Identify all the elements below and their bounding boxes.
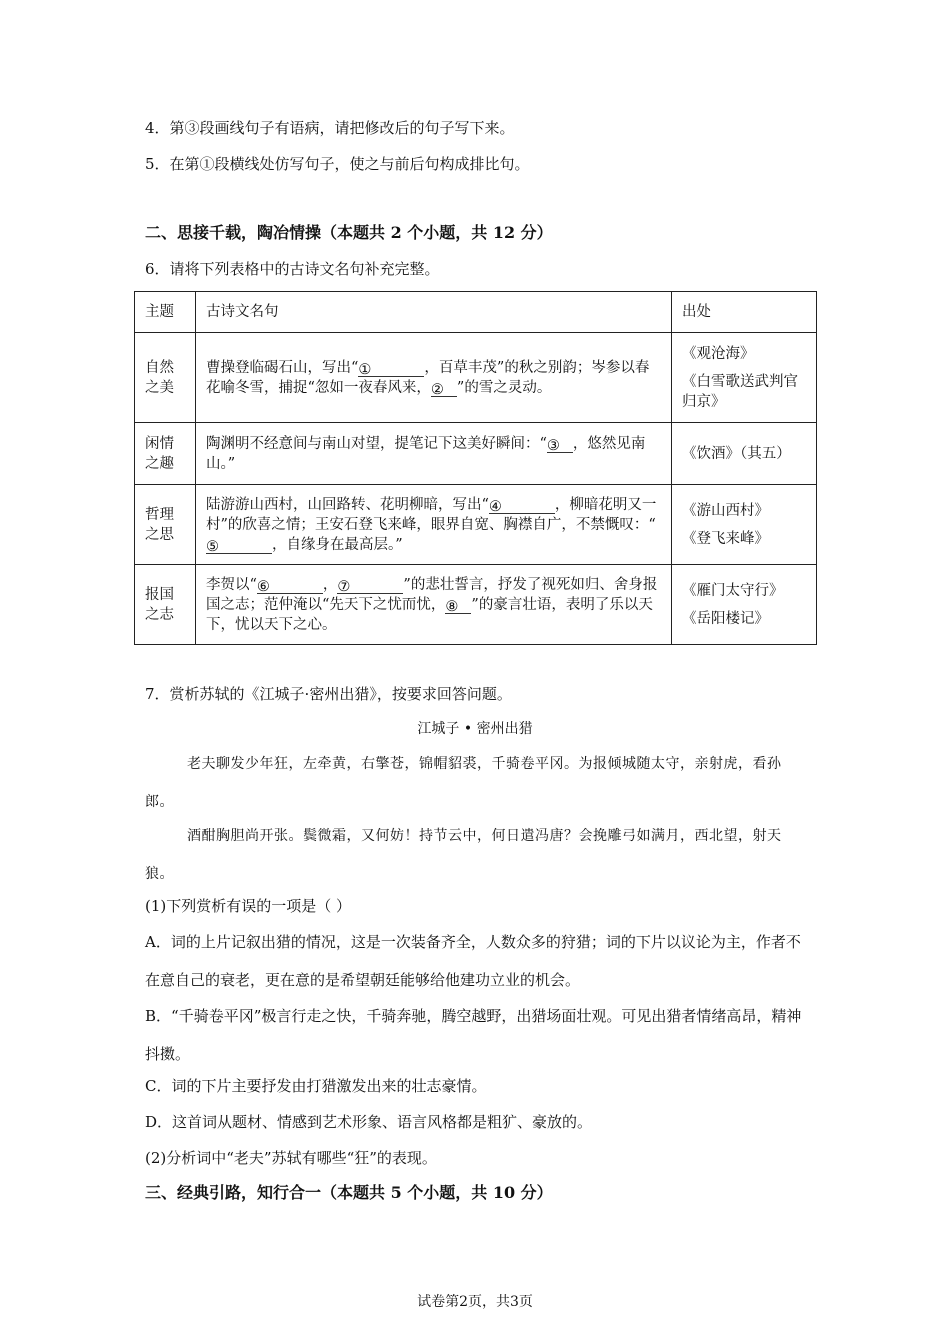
quote-text: ，: [322, 576, 338, 593]
row-quote: [196, 565, 672, 645]
fill-blank[interactable]: [547, 436, 573, 453]
header-source: 出处: [672, 292, 817, 333]
fill-blank[interactable]: [445, 597, 471, 614]
row-source: [672, 565, 817, 645]
question-4: 4．第③段画线句子有语病，请把修改后的句子写下来。: [145, 119, 515, 137]
source-title: 《雁门太守行》: [682, 582, 784, 599]
poem-text: 老夫聊发少年狂，左牵黄，右擎苍，锦帽貂裘，千骑卷平冈。为报倾城随太守，亲射虎，看孙郎。: [145, 756, 782, 810]
row-theme: 报国之志: [135, 565, 196, 645]
question-7: 7．赏析苏轼的《江城子·密州出猎》，按要求回答问题。: [145, 685, 512, 703]
question-7-1: (1)下列赏析有误的一项是（ ）: [145, 897, 352, 915]
question-5: 5．在第①段横线处仿写句子，使之与前后句构成排比句。: [145, 155, 530, 173]
blank-number: ③: [546, 437, 560, 454]
table-row: [135, 333, 817, 423]
source-title: 《观沧海》: [682, 345, 755, 362]
question-6: 6．请将下列表格中的古诗文名句补充完整。: [145, 260, 440, 278]
source-title: 《岳阳楼记》: [682, 610, 769, 627]
blank-number: ⑦: [337, 578, 351, 595]
quote-text: ，柳暗花明又一村”的欣喜之情；王安石登飞来峰，眼界自宽、胸襟自广，不禁慨叹：“: [206, 496, 657, 533]
row-theme: 自然之美: [135, 333, 196, 423]
quote-text: ，悠然见南山。”: [206, 435, 646, 472]
blank-number: ①: [358, 361, 372, 378]
blank-number: ⑧: [445, 598, 459, 615]
table-header-row: [135, 292, 817, 333]
option-b[interactable]: B．“千骑卷平冈”极言行走之快，千骑奔驰，腾空越野，出猎场面壮观。可见出猎者情绪高昂，精神抖擞。: [145, 1007, 802, 1063]
row-theme: 闲情之趣: [135, 423, 196, 485]
page-footer: 试卷第2页，共3页: [417, 1294, 533, 1310]
row-theme: 哲理之思: [135, 485, 196, 565]
row-quote: [196, 423, 672, 485]
poem-stanza-2: [145, 817, 805, 893]
fill-blank[interactable]: [358, 360, 424, 377]
section-3-heading: 三、经典引路，知行合一（本题共 5 个小题，共 10 分）: [145, 1183, 553, 1202]
quote-text: 陶渊明不经意间与南山对望，提笔记下这美好瞬间：“: [206, 435, 547, 452]
blank-number: ⑤: [206, 538, 219, 555]
fill-blank[interactable]: [431, 380, 457, 397]
fill-blank[interactable]: [257, 577, 323, 594]
option-a[interactable]: A．词的上片记叙出猎的情况，这是一次装备齐全，人数众多的狩猎；词的下片以议论为主，作者不在意自己的衰老，更在意的是希望朝廷能够给他建功立业的机会。: [145, 933, 801, 989]
quote-text: 陆游游山西村，山回路转、花明柳暗，写出“: [206, 496, 489, 513]
table-row: [135, 423, 817, 485]
row-quote: [196, 333, 672, 423]
source-title: 《白雪歌送武判官归京》: [682, 373, 798, 410]
blank-number: ⑥: [256, 578, 270, 595]
table-row: [135, 565, 817, 645]
source-title: 《登飞来峰》: [682, 530, 769, 547]
quote-text: ”的悲壮誓言，抒发了视死如归、舍身报国之志；范仲淹以“先天下之忧而忧，: [206, 576, 658, 613]
question-7-2: (2)分析词中“老夫”苏轼有哪些“狂”的表现。: [145, 1149, 437, 1167]
option-c[interactable]: C．词的下片主要抒发由打猎激发出来的壮志豪情。: [145, 1077, 487, 1095]
quote-text: ”的豪言壮语，表明了乐以天下，忧以天下之心。: [206, 596, 653, 633]
section-2-heading: 二、思接千载，陶冶情操（本题共 2 个小题，共 12 分）: [145, 223, 553, 242]
header-theme: 主题: [135, 292, 196, 333]
row-quote: [196, 485, 672, 565]
quote-text: 李贺以“: [206, 576, 257, 593]
quote-text: 曹操登临碣石山，写出“: [206, 359, 359, 376]
poem-stanza-1: [145, 745, 805, 821]
poem-title: 江城子 • 密州出猎: [417, 721, 533, 737]
blank-number: ④: [488, 498, 502, 515]
quote-text: ，自缘身在最高层。”: [272, 536, 403, 553]
table-row: [135, 485, 817, 565]
poetry-quotes-table: [134, 291, 817, 645]
quote-text: ，百草丰茂”的秋之别韵；岑参以春花喻冬雪，捕捉“忽如一夜春风来，: [206, 359, 650, 396]
row-source: [672, 423, 817, 485]
fill-blank[interactable]: [206, 537, 272, 554]
blank-number: ②: [430, 381, 444, 398]
quote-text: ”的雪之灵动。: [456, 379, 552, 396]
option-d[interactable]: D．这首词从题材、情感到艺术形象、语言风格都是粗犷、豪放的。: [145, 1113, 593, 1131]
row-source: [672, 333, 817, 423]
source-title: 《游山西村》: [682, 502, 769, 519]
header-quote: 古诗文名句: [196, 292, 672, 333]
fill-blank[interactable]: [489, 497, 555, 514]
poem-text: 酒酣胸胆尚开张。鬓微霜，又何妨！持节云中，何日遣冯唐？会挽雕弓如满月，西北望，射天狼。: [145, 828, 782, 882]
fill-blank[interactable]: [337, 577, 403, 594]
source-title: 《饮酒》（其五）: [682, 445, 791, 462]
row-source: [672, 485, 817, 565]
